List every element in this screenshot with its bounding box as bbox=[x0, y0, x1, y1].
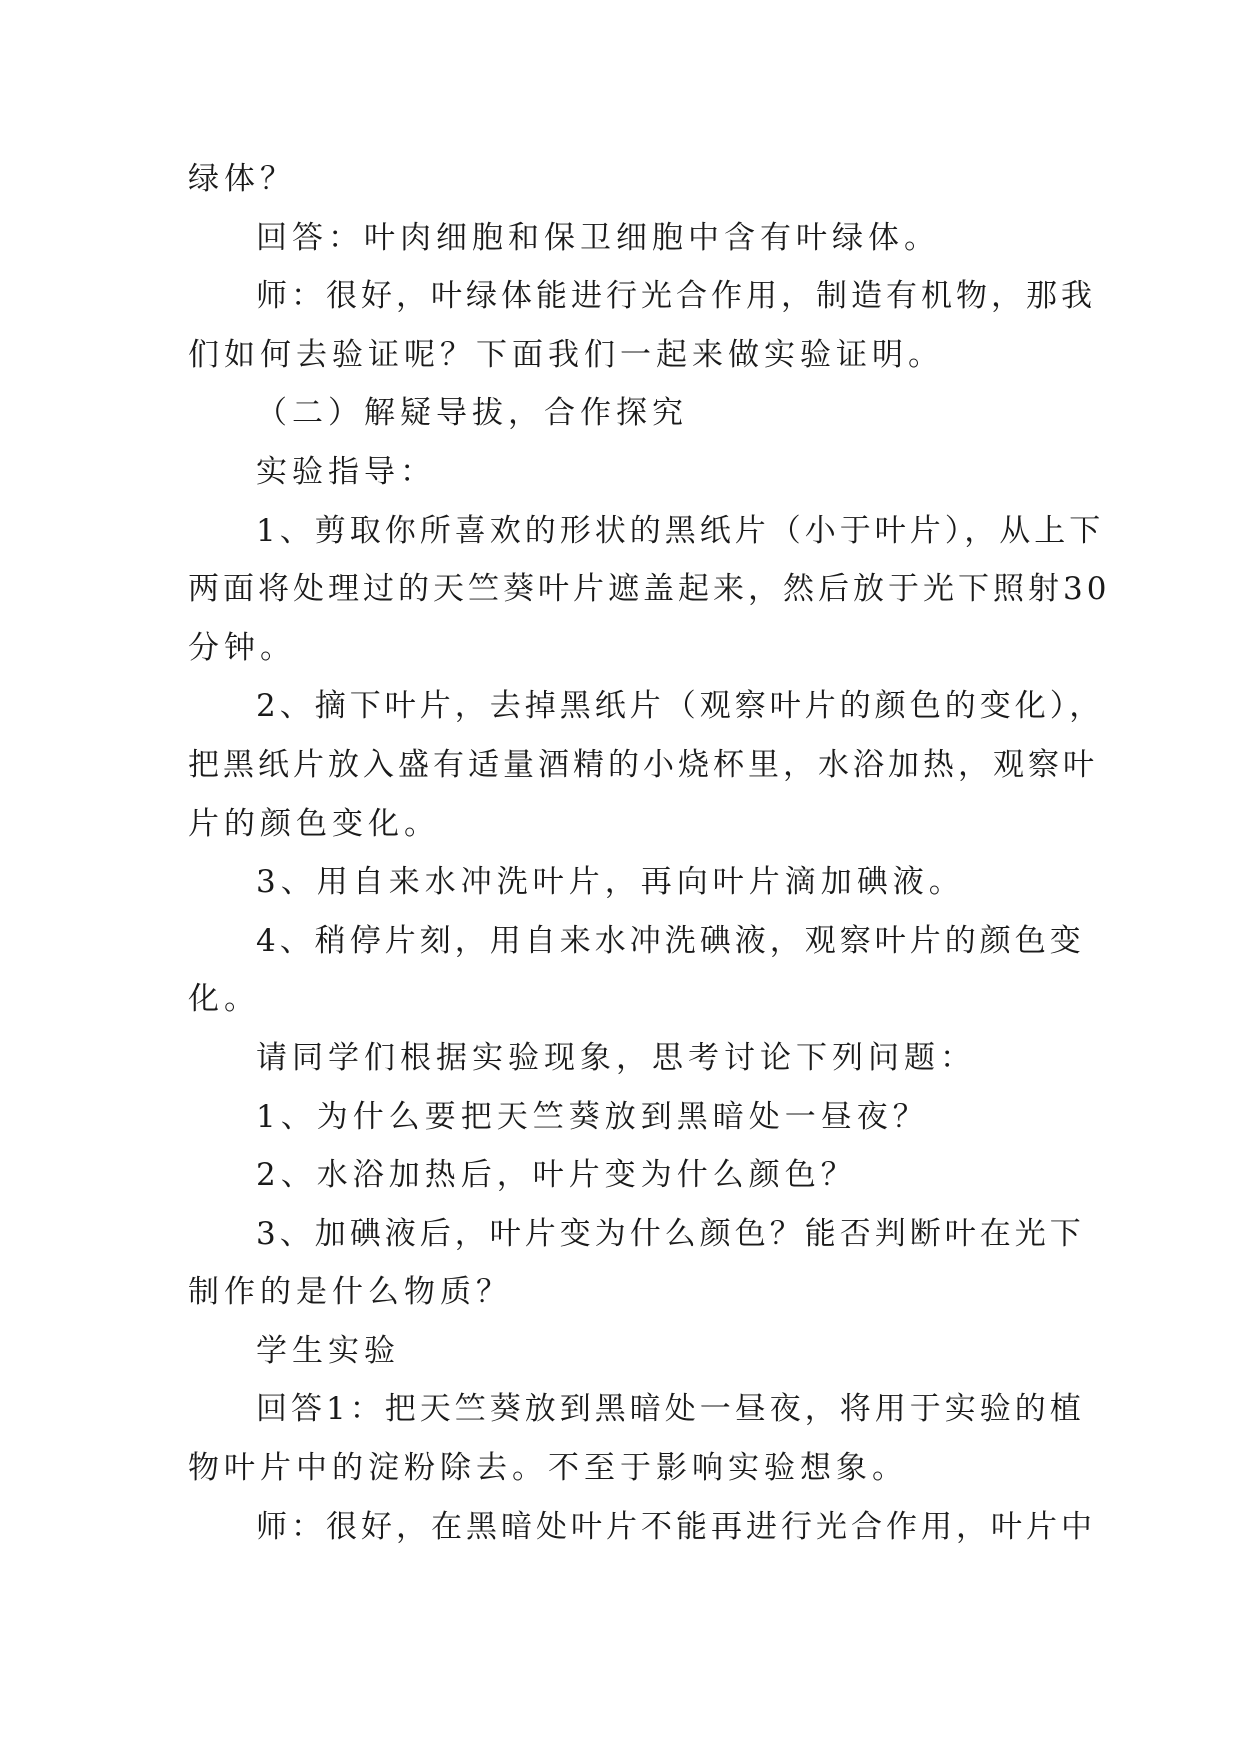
text-line: 分钟。 bbox=[188, 629, 296, 666]
text-line: 4、稍停片刻，用自来水冲洗碘液，观察叶片的颜色变 bbox=[256, 922, 1085, 959]
text-line: 2、水浴加热后，叶片变为什么颜色？ bbox=[256, 1157, 857, 1194]
text-line: 实验指导： bbox=[256, 453, 436, 490]
text-line: 把黑纸片放入盛有适量酒精的小烧杯里，水浴加热，观察叶 bbox=[188, 746, 1098, 783]
text-line: 们如何去验证呢？下面我们一起来做实验证明。 bbox=[188, 336, 944, 373]
text-line: 1、为什么要把天竺葵放到黑暗处一昼夜？ bbox=[256, 1098, 929, 1135]
text-line: 请同学们根据实验现象，思考讨论下列问题： bbox=[256, 1039, 976, 1076]
text-line: 3、加碘液后，叶片变为什么颜色？能否判断叶在光下 bbox=[256, 1215, 1085, 1252]
text-line: 学生实验 bbox=[256, 1332, 400, 1369]
text-line: 3、用自来水冲洗叶片，再向叶片滴加碘液。 bbox=[256, 864, 965, 901]
text-line: 绿体？ bbox=[188, 161, 296, 197]
text-line: 物叶片中的淀粉除去。不至于影响实验想象。 bbox=[188, 1450, 908, 1487]
text-line: 师：很好，叶绿体能进行光合作用，制造有机物，那我 bbox=[256, 278, 1096, 315]
text-line: 回答：叶肉细胞和保卫细胞中含有叶绿体。 bbox=[256, 219, 940, 256]
text-line: 两面将处理过的天竺葵叶片遮盖起来，然后放于光下照射30 bbox=[188, 571, 1111, 608]
text-line: 2、摘下叶片，去掉黑纸片（观察叶片的颜色的变化）， bbox=[256, 688, 1105, 725]
text-line: 回答1：把天竺葵放到黑暗处一昼夜，将用于实验的植 bbox=[256, 1391, 1085, 1428]
text-line: 片的颜色变化。 bbox=[188, 805, 440, 842]
text-line: 师：很好，在黑暗处叶片不能再进行光合作用，叶片中 bbox=[256, 1508, 1096, 1545]
text-line: 制作的是什么物质？ bbox=[188, 1274, 512, 1311]
text-line: 化。 bbox=[188, 981, 260, 1018]
document-body bbox=[188, 150, 1111, 1556]
section-heading: （二）解疑导拔，合作探究 bbox=[256, 395, 688, 432]
text-line: 1、剪取你所喜欢的形状的黑纸片（小于叶片），从上下 bbox=[256, 512, 1105, 549]
